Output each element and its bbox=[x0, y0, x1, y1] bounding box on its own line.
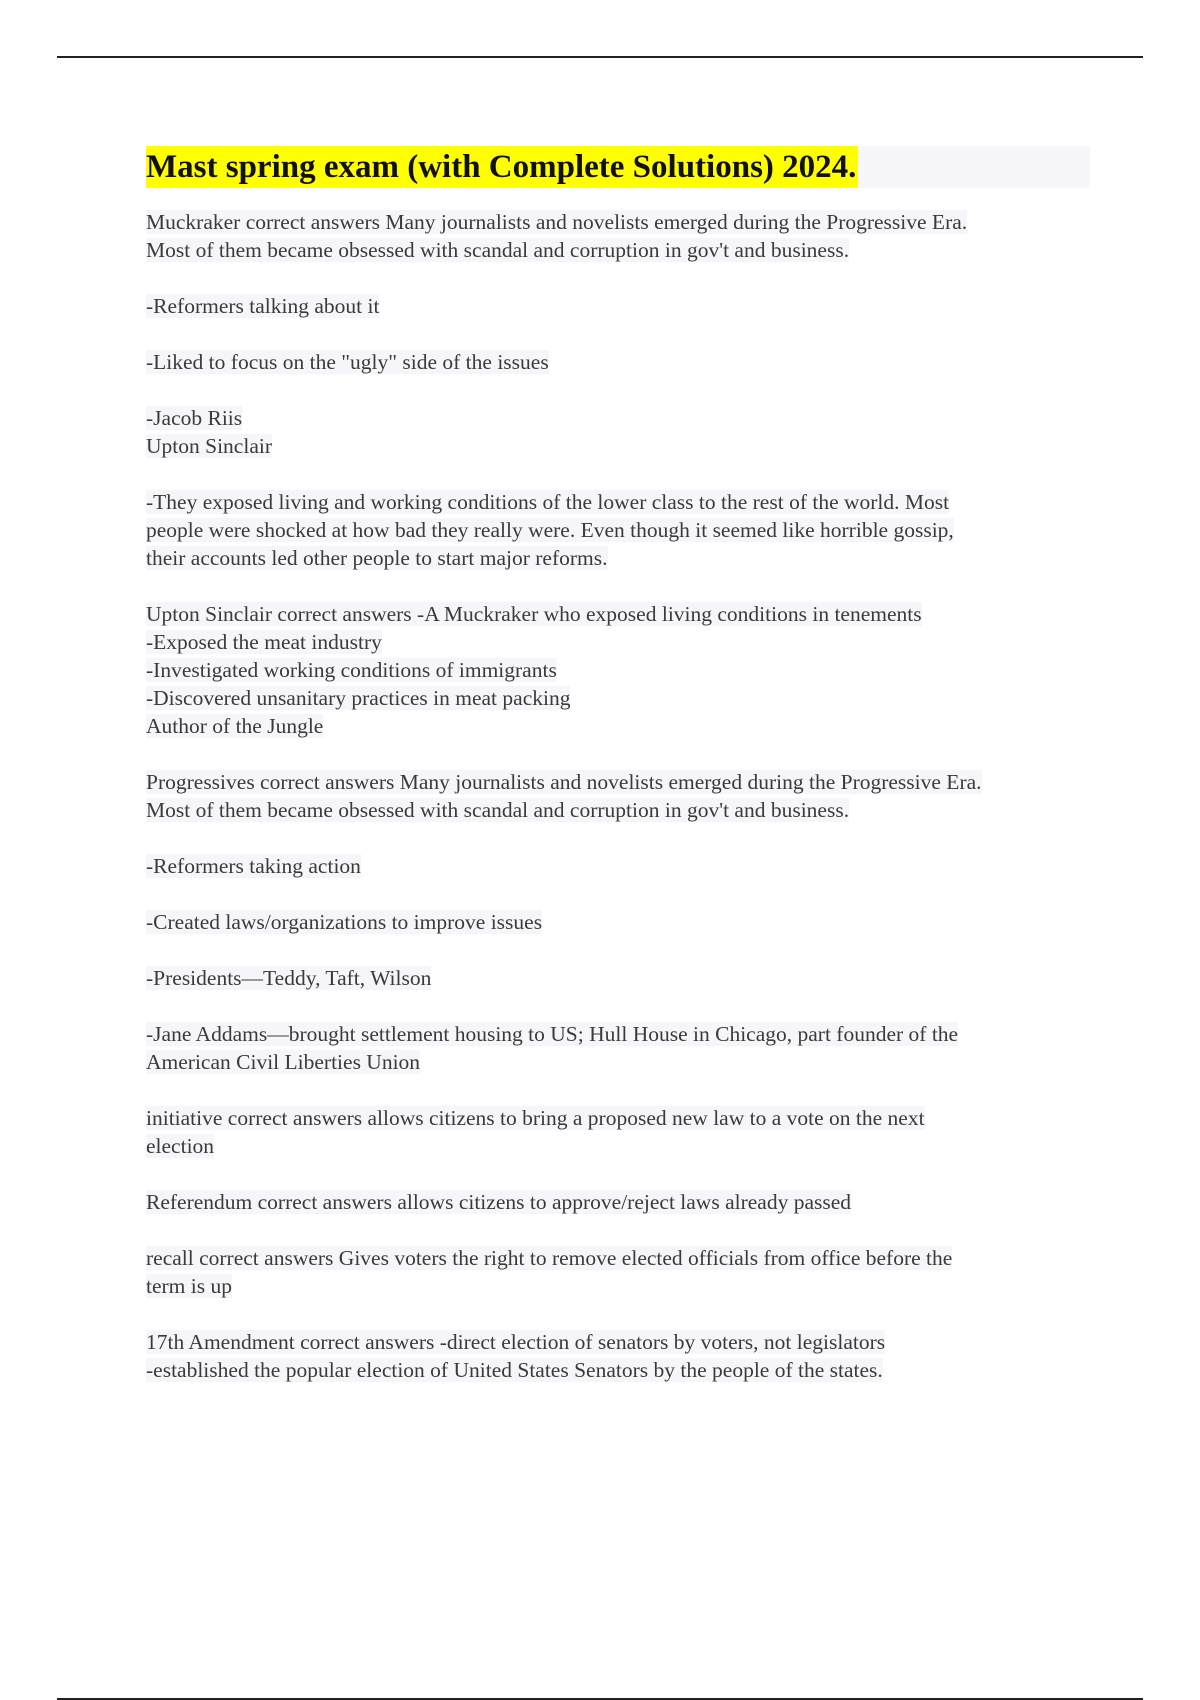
text-line-content: 17th Amendment correct answers -direct election of senators by voters, not legislators bbox=[146, 1330, 886, 1354]
text-line-content: recall correct answers Gives voters the right to remove elected officials from office before the bbox=[146, 1246, 953, 1270]
top-rule bbox=[57, 56, 1143, 58]
text-line bbox=[146, 628, 1090, 656]
paragraph bbox=[146, 1328, 1090, 1384]
paragraph bbox=[146, 768, 1090, 824]
text-line bbox=[146, 1132, 1090, 1160]
text-line-content: Progressives correct answers Many journalists and novelists emerged during the Progressive Era. bbox=[146, 770, 982, 794]
text-line bbox=[146, 1244, 1090, 1272]
text-line-content: -Created laws/organizations to improve issues bbox=[146, 910, 543, 934]
text-line-content: -Reformers talking about it bbox=[146, 294, 380, 318]
text-line bbox=[146, 404, 1090, 432]
text-line bbox=[146, 1356, 1090, 1384]
text-line-content: -Discovered unsanitary practices in meat packing bbox=[146, 686, 571, 710]
text-line bbox=[146, 432, 1090, 460]
text-line bbox=[146, 964, 1090, 992]
text-line bbox=[146, 796, 1090, 824]
text-line-content: election bbox=[146, 1134, 215, 1158]
text-line-content: their accounts led other people to start major reforms. bbox=[146, 546, 608, 570]
text-line bbox=[146, 1104, 1090, 1132]
document-body bbox=[146, 146, 1090, 1412]
text-line-content: Most of them became obsessed with scandal and corruption in gov't and business. bbox=[146, 798, 850, 822]
paragraph bbox=[146, 1020, 1090, 1076]
paragraph bbox=[146, 1188, 1090, 1216]
paragraph bbox=[146, 488, 1090, 572]
paragraph bbox=[146, 852, 1090, 880]
paragraph bbox=[146, 208, 1090, 264]
paragraph bbox=[146, 1244, 1090, 1300]
text-line-content: -They exposed living and working conditions of the lower class to the rest of the world. Most bbox=[146, 490, 950, 514]
text-line bbox=[146, 516, 1090, 544]
text-line-content: -Exposed the meat industry bbox=[146, 630, 382, 654]
text-line bbox=[146, 712, 1090, 740]
text-line-content: initiative correct answers allows citizens to bring a proposed new law to a vote on the next bbox=[146, 1106, 925, 1130]
paragraph bbox=[146, 908, 1090, 936]
text-line bbox=[146, 768, 1090, 796]
text-line bbox=[146, 348, 1090, 376]
paragraph bbox=[146, 348, 1090, 376]
text-line-content: Upton Sinclair bbox=[146, 434, 272, 458]
text-line bbox=[146, 292, 1090, 320]
text-line-content: -Presidents—Teddy, Taft, Wilson bbox=[146, 966, 432, 990]
text-line-content: -Reformers taking action bbox=[146, 854, 361, 878]
paragraph bbox=[146, 1104, 1090, 1160]
text-line-content: Upton Sinclair correct answers -A Muckraker who exposed living conditions in tenements bbox=[146, 602, 922, 626]
text-line-content: -Jacob Riis bbox=[146, 406, 243, 430]
paragraph-list bbox=[146, 208, 1090, 1384]
text-line bbox=[146, 852, 1090, 880]
text-line-content: term is up bbox=[146, 1274, 232, 1298]
text-line bbox=[146, 908, 1090, 936]
text-line bbox=[146, 1188, 1090, 1216]
text-line-content: -established the popular election of United States Senators by the people of the states. bbox=[146, 1358, 883, 1382]
text-line-content: American Civil Liberties Union bbox=[146, 1050, 421, 1074]
text-line bbox=[146, 1020, 1090, 1048]
text-line bbox=[146, 544, 1090, 572]
text-line-content: -Investigated working conditions of immigrants bbox=[146, 658, 557, 682]
text-line-content: Most of them became obsessed with scandal and corruption in gov't and business. bbox=[146, 238, 850, 262]
text-line-content: people were shocked at how bad they really were. Even though it seemed like horrible gossip, bbox=[146, 518, 954, 542]
document-title: Mast spring exam (with Complete Solutions) 2024. bbox=[146, 146, 858, 188]
paragraph bbox=[146, 600, 1090, 740]
text-line-content: -Jane Addams—brought settlement housing to US; Hull House in Chicago, part founder of the bbox=[146, 1022, 959, 1046]
text-line bbox=[146, 1048, 1090, 1076]
text-line bbox=[146, 1272, 1090, 1300]
text-line-content: Referendum correct answers allows citizens to approve/reject laws already passed bbox=[146, 1190, 852, 1214]
text-line bbox=[146, 208, 1090, 236]
text-line bbox=[146, 488, 1090, 516]
paragraph bbox=[146, 964, 1090, 992]
text-line bbox=[146, 1328, 1090, 1356]
text-line bbox=[146, 684, 1090, 712]
paragraph bbox=[146, 292, 1090, 320]
paragraph bbox=[146, 404, 1090, 460]
text-line-content: Author of the Jungle bbox=[146, 714, 324, 738]
text-line-content: -Liked to focus on the "ugly" side of the issues bbox=[146, 350, 549, 374]
text-line bbox=[146, 236, 1090, 264]
text-line-content: Muckraker correct answers Many journalists and novelists emerged during the Progressive Era. bbox=[146, 210, 968, 234]
text-line bbox=[146, 600, 1090, 628]
title-block bbox=[146, 146, 1090, 188]
text-line bbox=[146, 656, 1090, 684]
